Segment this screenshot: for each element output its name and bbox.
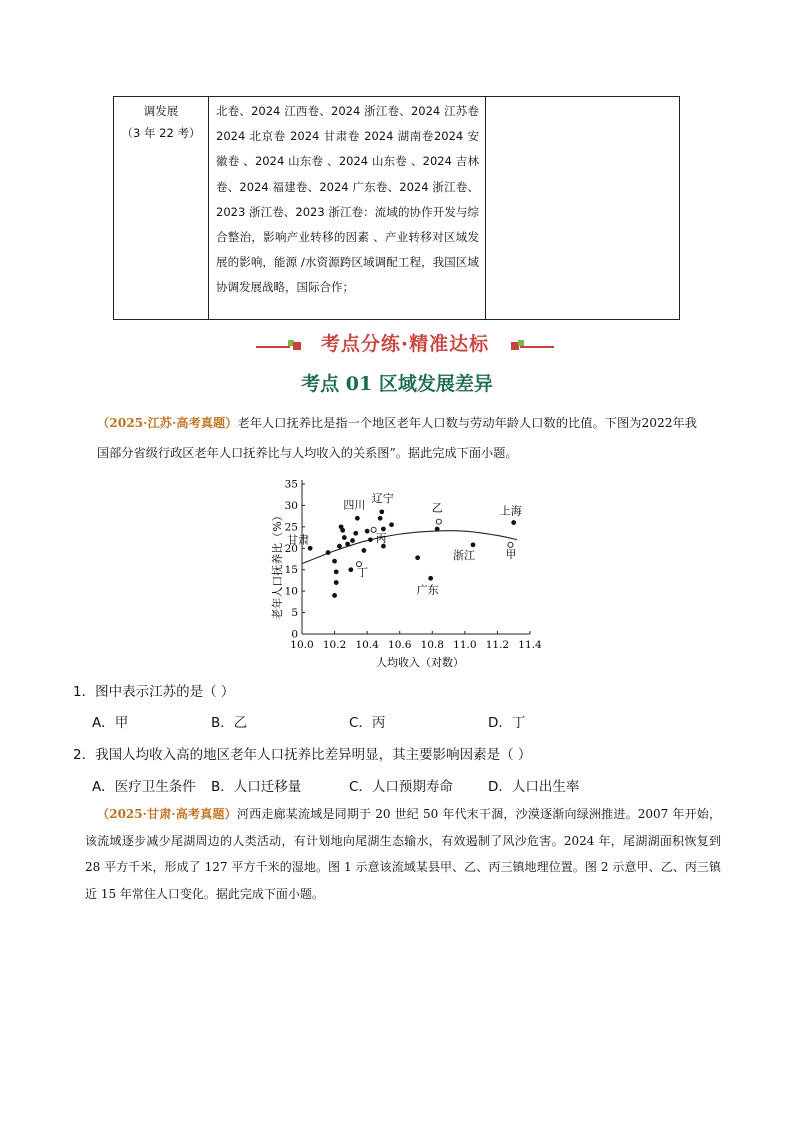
point-label-6: 上海 xyxy=(499,504,522,518)
point-label-8: 甲 xyxy=(505,547,517,561)
data-point-21 xyxy=(435,527,440,532)
banner-dot-left-red xyxy=(293,342,301,350)
labeled-point-2 xyxy=(379,509,384,514)
y-tick-label-2: 10 xyxy=(284,585,298,598)
question-1-stem: 1．图中表示江苏的是（ ） xyxy=(73,684,235,700)
data-point-1 xyxy=(332,559,337,564)
point-label-4: 丁 xyxy=(357,566,368,580)
point-label-9: 广东 xyxy=(416,583,439,597)
x-tick-label-3: 10.6 xyxy=(388,639,412,651)
y-axis-label: 老年人口抚养比（%） xyxy=(271,510,284,620)
course-table xyxy=(113,96,680,320)
data-point-16 xyxy=(378,516,383,521)
q2-option-a[interactable]: A．医疗卫生条件 xyxy=(92,779,196,795)
point-labels xyxy=(284,491,522,598)
y-tick-label-6: 30 xyxy=(284,499,298,512)
trend-curve-group xyxy=(302,531,517,564)
y-tick-label-0: 0 xyxy=(291,628,298,641)
point-label-5: 乙 xyxy=(431,501,443,515)
x-tick-label-7: 11.4 xyxy=(518,639,542,651)
data-point-15 xyxy=(368,537,373,542)
banner-line-right xyxy=(520,346,554,348)
data-point-2 xyxy=(334,569,339,574)
data-point-12 xyxy=(353,531,358,536)
labeled-point-0 xyxy=(308,546,313,551)
q2-option-d[interactable]: D．人口出生率 xyxy=(488,779,580,795)
intro-paragraph-1 xyxy=(97,408,697,468)
data-point-19 xyxy=(389,522,394,527)
point-label-1: 四川 xyxy=(343,498,366,512)
x-tick-label-5: 11.0 xyxy=(453,639,477,651)
source-tag-2: （2025·甘肃·高考真题） xyxy=(97,807,237,821)
data-point-0 xyxy=(326,550,331,555)
y-tick-label-7: 35 xyxy=(284,478,298,491)
table-empty-cell xyxy=(486,97,679,319)
y-tick-label-1: 5 xyxy=(291,607,298,620)
data-point-20 xyxy=(415,555,420,560)
source-tag-1: （2025·江苏·高考真题） xyxy=(97,416,238,430)
banner-title: 考点分练·精准达标 xyxy=(320,333,490,355)
table-row-label: 调发展 xyxy=(143,104,179,118)
q2-option-c[interactable]: C．人口预期寿命 xyxy=(349,779,453,795)
x-tick-label-4: 10.8 xyxy=(420,639,444,651)
labeled-point-6 xyxy=(511,520,516,525)
y-tick-label-4: 20 xyxy=(284,542,298,555)
labeled-point-5 xyxy=(436,519,441,524)
data-point-18 xyxy=(381,527,386,532)
data-point-10 xyxy=(348,567,353,572)
data-point-4 xyxy=(334,580,339,585)
banner-line-left xyxy=(256,346,290,348)
labeled-point-7 xyxy=(471,542,476,547)
table-content: 北卷、2024 江西卷、2024 浙江卷、2024 江苏卷 2024 北京卷 2024 甘肃卷 2024 湖南卷2024 安徽卷 、2024 山东卷 、2024 山东卷 、2024 吉林卷、2024 福建卷、2024 广东卷、2024 浙江卷、2023 浙江卷、2023 浙江卷：流域的协作开发与综合整治，影响产业转移的因素 、产业转移对区域发展的影响，能源 /水资源跨区域调配工程，我国区域协调发展战略，国际合作； xyxy=(216,104,479,295)
intro-text-1: 老年人口抚养比是指一个地区老年人口数与劳动年龄人口数的比值。下图为2022年我国部分省级行政区老年人口抚养比与人均收入的关系图”。据此完成下面小题。 xyxy=(97,416,697,460)
data-point-5 xyxy=(337,544,342,549)
q2-option-b[interactable]: B．人口迁移量 xyxy=(211,779,302,795)
point-label-7: 浙江 xyxy=(453,548,475,562)
scatter-chart xyxy=(262,470,552,670)
question-2-stem: 2．我国人均收入高的地区老年人口抚养比差异明显，其主要影响因素是（ ） xyxy=(73,747,532,763)
q1-option-b[interactable]: B．乙 xyxy=(211,715,248,731)
data-points xyxy=(308,509,516,597)
table-row-sub: （3 年 22 考） xyxy=(121,126,201,140)
labeled-point-8 xyxy=(508,542,513,547)
section-banner xyxy=(256,330,554,360)
q1-option-c[interactable]: C．丙 xyxy=(349,715,386,731)
trend-curve xyxy=(302,531,517,564)
table-label-cell xyxy=(114,97,209,319)
data-point-13 xyxy=(361,548,366,553)
intro-text-2: 河西走廊某流域是同期于 20 世纪 50 年代末干涸，沙漠逐渐向绿洲推进。2007 年开始，该流域逐步减少尾湖周边的人类活动，有计划地向尾湖生态输水，有效遏制了风沙危害。2024 年，尾湖湖面积恢复到 28 平方千米，形成了 127 平方千米的湿地。图 1 示意该流域某县甲、乙、丙三镇地理位置。图 2 示意甲、乙、丙三镇近 15 年常住人口变化。据此完成下面小题。 xyxy=(85,807,721,901)
point-label-0: 甘肃 xyxy=(287,533,310,547)
y-tick-label-5: 25 xyxy=(284,521,298,534)
data-point-14 xyxy=(365,529,370,534)
point-label-2: 辽宁 xyxy=(371,491,394,505)
y-tick-label-3: 15 xyxy=(284,564,298,577)
q1-option-a[interactable]: A．甲 xyxy=(92,715,129,731)
labeled-point-9 xyxy=(428,576,433,581)
data-point-7 xyxy=(340,528,345,533)
data-point-8 xyxy=(342,535,347,540)
table-content-cell xyxy=(209,97,486,319)
x-axis-label: 人均收入（对数） xyxy=(376,656,464,669)
intro-paragraph-2 xyxy=(85,801,721,907)
data-point-11 xyxy=(350,538,355,543)
labeled-point-1 xyxy=(355,516,360,521)
x-tick-label-6: 11.2 xyxy=(485,639,510,651)
point-label-3: 丙 xyxy=(375,531,387,545)
x-tick-label-1: 10.2 xyxy=(322,639,347,651)
data-point-9 xyxy=(345,542,350,547)
section-title: 考点 01 区域发展差异 xyxy=(301,373,493,395)
x-tick-label-2: 10.4 xyxy=(355,639,379,651)
x-tick-label-0: 10.0 xyxy=(290,639,314,651)
data-point-3 xyxy=(332,593,337,598)
q1-option-d[interactable]: D．丁 xyxy=(488,715,526,731)
